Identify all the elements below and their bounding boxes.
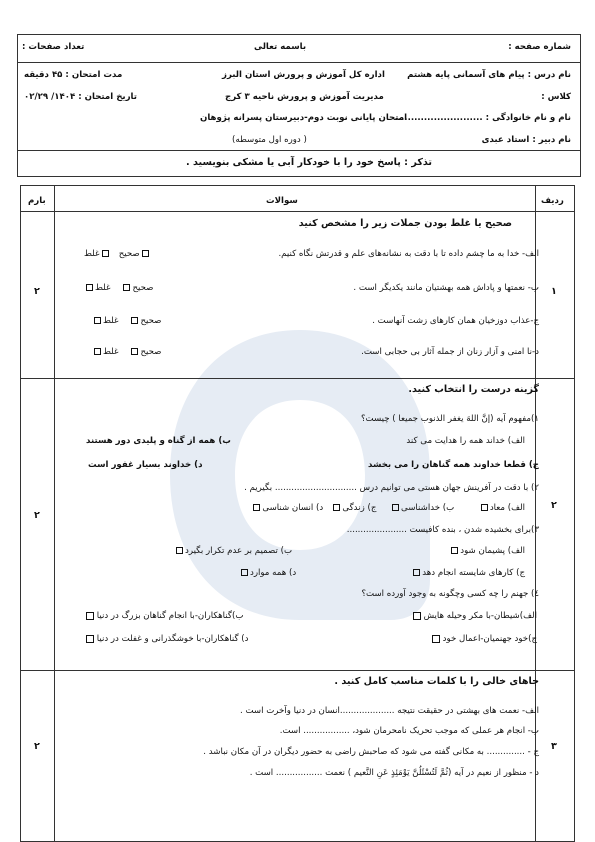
col-header-questions: سوالات — [266, 196, 298, 206]
q2-s3-d-checkbox[interactable] — [241, 569, 248, 576]
q1-c-false-label: غلط — [103, 316, 119, 326]
q2-s4-option-c: ج)خود جهنمیان-اعمال خود — [432, 634, 537, 644]
q3-line-b: ب- انجام هر عملی که موجب تحریک نامحرمان شود، ................. است. — [279, 726, 539, 736]
q2-s4-a-checkbox[interactable] — [413, 612, 421, 620]
q2-s1-option-c: ج) قطعا خداوند همه گناهان را می بخشد — [368, 460, 539, 470]
q1-c-options — [92, 316, 161, 326]
school-period: ( دوره اول متوسطه) — [232, 135, 307, 145]
q2-s4-b-checkbox[interactable] — [86, 612, 94, 620]
q1-d-true-checkbox[interactable] — [131, 348, 138, 355]
q1-d-true-label: صحیح — [140, 347, 162, 357]
q2-row-number: ۲ — [551, 500, 557, 511]
q2-s1-option-a: الف) خداند همه را هدایت می کند — [406, 436, 525, 446]
q2-s1-option-d: د) خداوند بسیار غفور است — [88, 460, 203, 470]
q2-s3-option-d: د) همه موارد — [239, 568, 296, 578]
class-label: کلاس : — [541, 92, 571, 102]
district-office: مدیریت آموزش و پرورش ناحیه ۳ کرج — [225, 92, 384, 102]
q2-s2-question: ۲) با دقت در آفرینش جهان هستی می توانیم درس .............................. بگیریم . — [244, 483, 539, 493]
q2-s4-option-d: د) گناهکاران-با خوشگذرانی و غفلت در دنیا — [86, 634, 248, 644]
q1-item-b: ب- نعمتها و پاداش همه بهشتیان مانند یکدیگر است . — [353, 283, 539, 293]
q2-s3-a-checkbox[interactable] — [451, 547, 458, 554]
exam-note: تذکر : پاسخ خود را با خودکار آبی یا مشکی بنویسید . — [186, 157, 433, 168]
q1-a-options — [84, 249, 151, 259]
q2-s1-question: ۱)مفهوم آیه (إنَّ اللهَ یغفر الذنوب جمیعا ) چیست؟ — [360, 414, 539, 424]
q1-title: صحیح یا غلط بودن جملات زیر را مشخص کنید — [298, 218, 512, 229]
q1-a-true-checkbox[interactable] — [142, 250, 149, 257]
q2-s2-d-checkbox[interactable] — [253, 504, 260, 511]
exam-header — [17, 34, 581, 177]
q2-s2-b-checkbox[interactable] — [392, 504, 399, 511]
student-name-field: نام و نام خانوادگی : ........................... — [394, 113, 571, 123]
q1-d-false-checkbox[interactable] — [94, 348, 101, 355]
page-count-label: تعداد صفحات : — [22, 42, 85, 52]
q2-s4-option-a: الف)شیطان-با مکر وحیله هایش — [413, 611, 537, 621]
exam-duration: مدت امتحان : ۴۵ دقیقه — [24, 70, 123, 80]
q1-a-true-label: صحیح — [118, 249, 140, 259]
q3-line-d: د - منظور از نعیم در آیه (ثُمَّ لَتُسْئَلُنَّ یَوْمَئِذٍ عَنِ النَّعیم ) نعمت ................. است . — [249, 768, 539, 778]
q2-s3-option-c: ج) کارهای شایسته انجام دهد — [411, 568, 525, 578]
q1-b-false-checkbox[interactable] — [86, 284, 93, 291]
q1-a-false-label: غلط — [84, 249, 100, 259]
q1-c-false-checkbox[interactable] — [94, 317, 101, 324]
q2-s2-a-checkbox[interactable] — [481, 504, 488, 511]
q2-s2-option-d: د) انسان شناسی — [262, 503, 324, 513]
q1-d-options — [92, 347, 161, 357]
q2-title: گزینه درست را انتخاب کنید. — [408, 384, 539, 395]
q2-s3-c-checkbox[interactable] — [413, 569, 420, 576]
q2-s4-option-b: ب)گناهکاران-با انجام گناهان بزرگ در دنیا — [86, 611, 243, 621]
q3-line-c: ج - .............. به مکانی گفته می شود که صاحبش راضی به حضور دیگران در آن مکان نباشد . — [203, 747, 539, 757]
q2-s4-c-checkbox[interactable] — [432, 635, 440, 643]
q2-s4-d-checkbox[interactable] — [86, 635, 94, 643]
q2-score: ۲ — [34, 510, 40, 521]
q2-s3-question: ۳)برای بخشیده شدن ، بنده کافیست ...................... — [346, 525, 539, 535]
col-header-score: بارم — [28, 196, 46, 206]
q2-s2-option-c: ج) زندگی — [342, 503, 377, 513]
teacher-name: نام دبیر : استاد عبدی — [481, 135, 571, 145]
q2-s3-b-checkbox[interactable] — [176, 547, 183, 554]
q2-s2-c-checkbox[interactable] — [333, 504, 340, 511]
q1-d-false-label: غلط — [103, 347, 119, 357]
col-header-row: ردیف — [541, 196, 564, 206]
q2-s4-question: ٤) جهنم را چه کسی وچگونه به وجود آورده است؟ — [361, 589, 539, 599]
q2-s2-options — [251, 503, 525, 513]
page-number-label: شماره صفحه : — [508, 42, 571, 52]
q1-b-false-label: غلط — [95, 283, 111, 293]
q2-s3-option-a: الف) پشیمان شود — [449, 546, 525, 556]
course-name: نام درس : پیام های آسمانی پایه هشتم — [407, 70, 571, 80]
q1-score: ۲ — [34, 286, 40, 297]
q1-b-true-label: صحیح — [132, 283, 154, 293]
q1-item-d: د-نا امنی و آزار زنان از جمله آثار بی حجابی است. — [361, 347, 539, 357]
q3-line-a: الف- نعمت های بهشتی در حقیقت نتیجه ....................انسان در دنیا وآخرت است . — [240, 706, 539, 716]
header-title: باسمه تعالی — [254, 42, 307, 52]
exam-title: امتحان پایانی نوبت دوم-دبیرستان پسرانه پژوهان — [200, 113, 408, 123]
q1-b-true-checkbox[interactable] — [123, 284, 130, 291]
q1-item-a: الف- خدا به ما چشم داده تا با دقت به نشانه‌های علم و قدرتش نگاه کنیم. — [278, 249, 539, 259]
q1-c-true-checkbox[interactable] — [131, 317, 138, 324]
org-name: اداره کل آموزش و پرورش استان البرز — [222, 70, 385, 80]
q3-title: جاهای خالی را با کلمات مناسب کامل کنید . — [334, 676, 539, 687]
q1-b-options — [84, 283, 153, 293]
q2-s3-option-b: ب) تصمیم بر عدم تکرار بگیرد — [174, 546, 292, 556]
q3-row-number: ۳ — [551, 741, 557, 752]
q3-score: ۲ — [34, 741, 40, 752]
q2-s2-option-b: ب) خداشناسی — [401, 503, 455, 513]
q2-s1-option-b: ب) همه از گناه و پلیدی دور هستند — [86, 436, 231, 446]
exam-date: تاریخ امتحان : ۱۴۰۴/ ۰۲/۲۹ — [24, 92, 138, 102]
q2-s2-option-a: الف) معاد — [489, 503, 525, 513]
q1-a-false-checkbox[interactable] — [102, 250, 109, 257]
q1-row-number: ۱ — [551, 286, 557, 297]
q1-c-true-label: صحیح — [140, 316, 162, 326]
q1-item-c: ج-عذاب دوزخیان همان کارهای زشت آنهاست . — [372, 316, 539, 326]
